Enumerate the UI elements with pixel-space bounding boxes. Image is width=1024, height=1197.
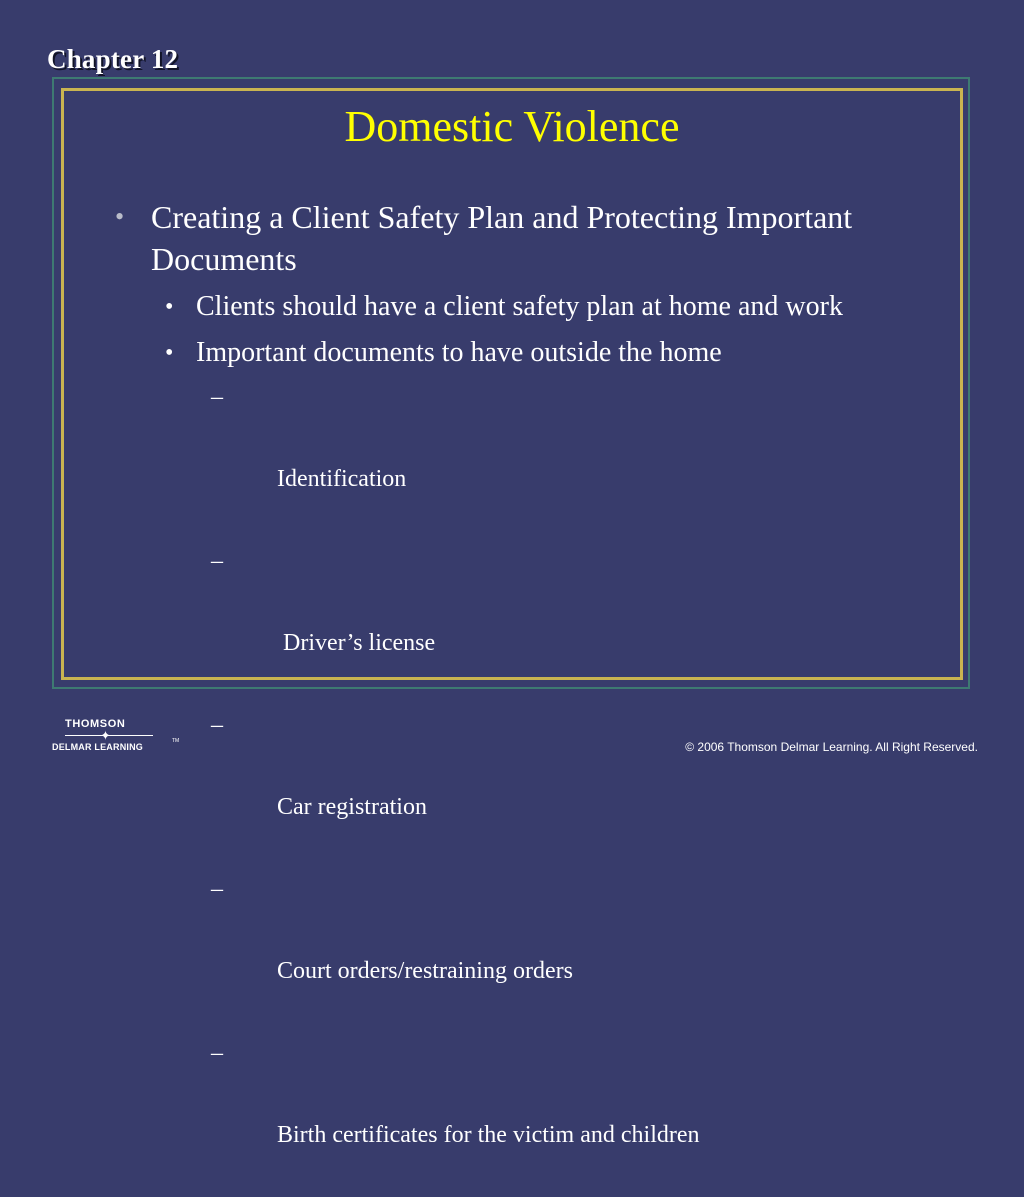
bullet-list xyxy=(113,196,913,1197)
chapter-label: Chapter 12 xyxy=(47,44,179,74)
sub-point xyxy=(165,288,913,326)
document-item xyxy=(211,377,913,541)
sub-point xyxy=(165,334,913,372)
star-icon: ✦ xyxy=(100,728,111,743)
main-point-text: Creating a Client Safety Plan and Protecting Important Documents xyxy=(151,199,853,277)
document-text: Birth certificates for the victim and children xyxy=(277,1122,700,1148)
dash-icon: – xyxy=(211,712,223,738)
document-item xyxy=(211,705,913,869)
main-point xyxy=(113,196,913,280)
document-text: Car registration xyxy=(277,794,427,820)
sub-point-text: Clients should have a client safety plan at home and work xyxy=(196,291,843,322)
logo-top-text: THOMSON xyxy=(65,718,126,730)
dash-icon: – xyxy=(211,548,223,574)
sub-point-text: Important documents to have outside the home xyxy=(196,337,722,368)
document-text: Court orders/restraining orders xyxy=(277,958,573,984)
bullet-icon: • xyxy=(165,340,174,366)
document-item xyxy=(211,541,913,705)
document-text: Driver’s license xyxy=(277,630,436,656)
bullet-icon: • xyxy=(165,294,174,320)
document-item xyxy=(211,1033,913,1197)
dash-icon: – xyxy=(211,876,223,902)
slide-title: Domestic Violence xyxy=(344,102,680,151)
dash-icon: – xyxy=(211,1040,223,1066)
thomson-delmar-logo xyxy=(50,716,180,758)
document-text: Identification xyxy=(277,466,407,492)
trademark-mark: TM xyxy=(172,738,180,744)
document-item xyxy=(211,869,913,1033)
bullet-icon: • xyxy=(115,202,125,231)
logo-bottom-text: DELMAR LEARNING xyxy=(52,742,143,752)
dash-icon: – xyxy=(211,384,223,410)
copyright-notice: © 2006 Thomson Delmar Learning. All Right Reserved. xyxy=(685,740,978,754)
